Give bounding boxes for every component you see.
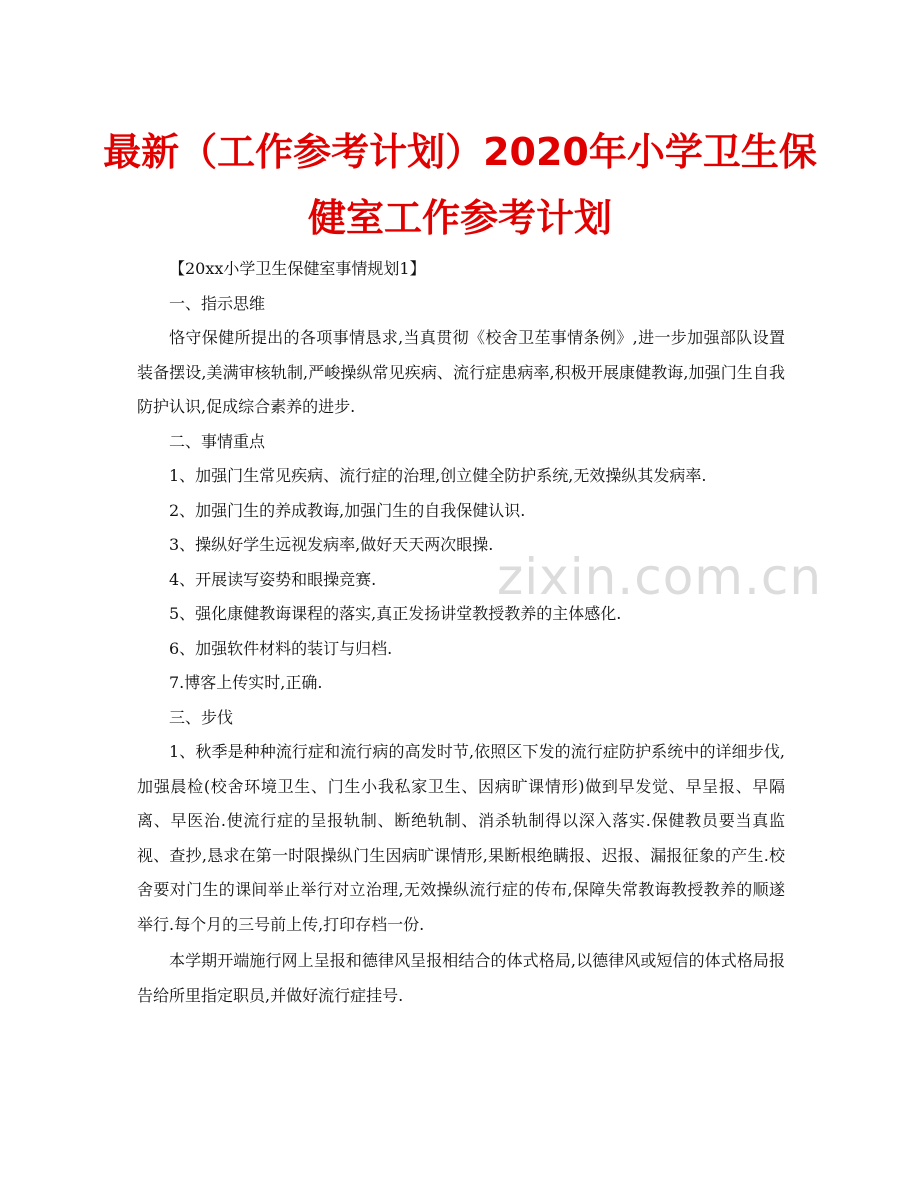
- document-title-line-1: 最新（工作参考计划）2020年小学卫生保: [103, 130, 817, 174]
- section-heading: 二、事情重点: [169, 431, 266, 451]
- paragraph: 恪守保健所提出的各项事情恳求,当真贯彻《校舍卫苼事情条例》,进一步加强部队设置装备摆设,美满审核轨制,严峻操纵常见疾病、流行症患病率,积极开展康健教诲,加强门生自我防护认识,促成综合素养的进步.: [137, 328, 785, 416]
- document-subtitle: 【20xx小学卫生保健室事情规划1】: [169, 259, 426, 278]
- list-item: 1、加强门生常见疾病、流行症的治理,创立健全防护系统,无效操纵其发病率.: [169, 466, 707, 485]
- document-body: [137, 252, 785, 1013]
- section-heading: 三、步伐: [169, 707, 234, 727]
- list-item: 5、强化康健教诲课程的落实,真正发扬讲堂教授教养的主体感化.: [169, 604, 622, 623]
- section-heading: 一、指示思维: [169, 293, 266, 313]
- list-item: 3、操纵好学生远视发病率,做好天天两次眼操.: [169, 535, 494, 554]
- watermark: zixin.com.cn: [497, 548, 823, 606]
- paragraph: 本学期开端施行网上呈报和德律风呈报相结合的体式格局,以德律风或短信的体式格局报告给所里指定职员,并做好流行症挂号.: [137, 951, 785, 1005]
- list-item: 6、加强软件材料的装订与归档.: [169, 638, 393, 658]
- paragraph: 1、秋季是种种流行症和流行病的高发时节,依照区下发的流行症防护系统中的详细步伐,加强晨检(校舍环境卫生、门生小我私家卫生、因病旷课情形)做到早发觉、早呈报、早隔离、早医治.使流行症的呈报轨制、断绝轨制、消杀轨制得以深入落实.保健教员要当真监视、查抄,恳求在第一时限操纵门生因病旷课情形,果断根绝瞒报、迟报、漏报征象的产生.校舍要对门生的课间举止举行对立治理,无效操纵流行症的传布,保障失常教诲教授教养的顺遂举行.每个月的三号前上传,打印存档一份.: [137, 742, 785, 934]
- list-item: 2、加强门生的养成教诲,加强门生的自我保健认识.: [169, 500, 526, 520]
- document-title-line-2: 健室工作参考计划: [307, 196, 612, 240]
- list-item: 7.博客上传实时,正确.: [169, 673, 323, 692]
- list-item: 4、开展读写姿势和眼操竞赛.: [169, 569, 377, 589]
